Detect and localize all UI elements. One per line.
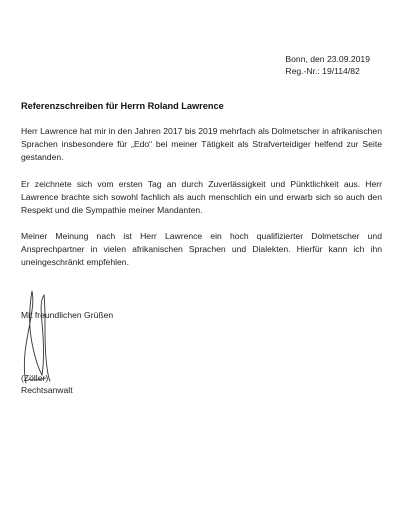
letter-header <box>285 53 370 77</box>
paragraph-2: Er zeichnete sich vom ersten Tag an durch Zuverlässigkeit und Pünktlichkeit aus. Herr Lawrence brachte sich sowohl fachlich als auch menschlich ein und erwarb sich so auch den Respekt und die Sympathie meiner Mandanten. <box>21 179 382 215</box>
closing-phrase: Mit freundlichen Grüßen <box>21 310 114 320</box>
paragraph-1: Herr Lawrence hat mir in den Jahren 2017 bis 2019 mehrfach als Dolmetscher in afrikanischen Sprachen insbesondere für „Edo“ bei meiner Tätigkeit als Strafverteidiger helfend zur Seite gestanden. <box>21 126 382 162</box>
signer-name: (Zöller) <box>21 373 49 383</box>
reference-number: Reg.-Nr.: 19/114/82 <box>285 66 360 76</box>
signer-title: Rechtsanwalt <box>21 385 73 395</box>
letter-subject: Referenzschreiben für Herrn Roland Lawrence <box>21 101 224 111</box>
paragraph-3: Meiner Meinung nach ist Herr Lawrence ein hoch qualifizierter Dolmetscher und Ansprechpartner in vielen afrikanischen Sprachen und Dialekten. Hierfür kann ich ihn uneingeschränkt empfehlen. <box>21 231 382 267</box>
place-date: Bonn, den 23.09.2019 <box>285 54 370 64</box>
